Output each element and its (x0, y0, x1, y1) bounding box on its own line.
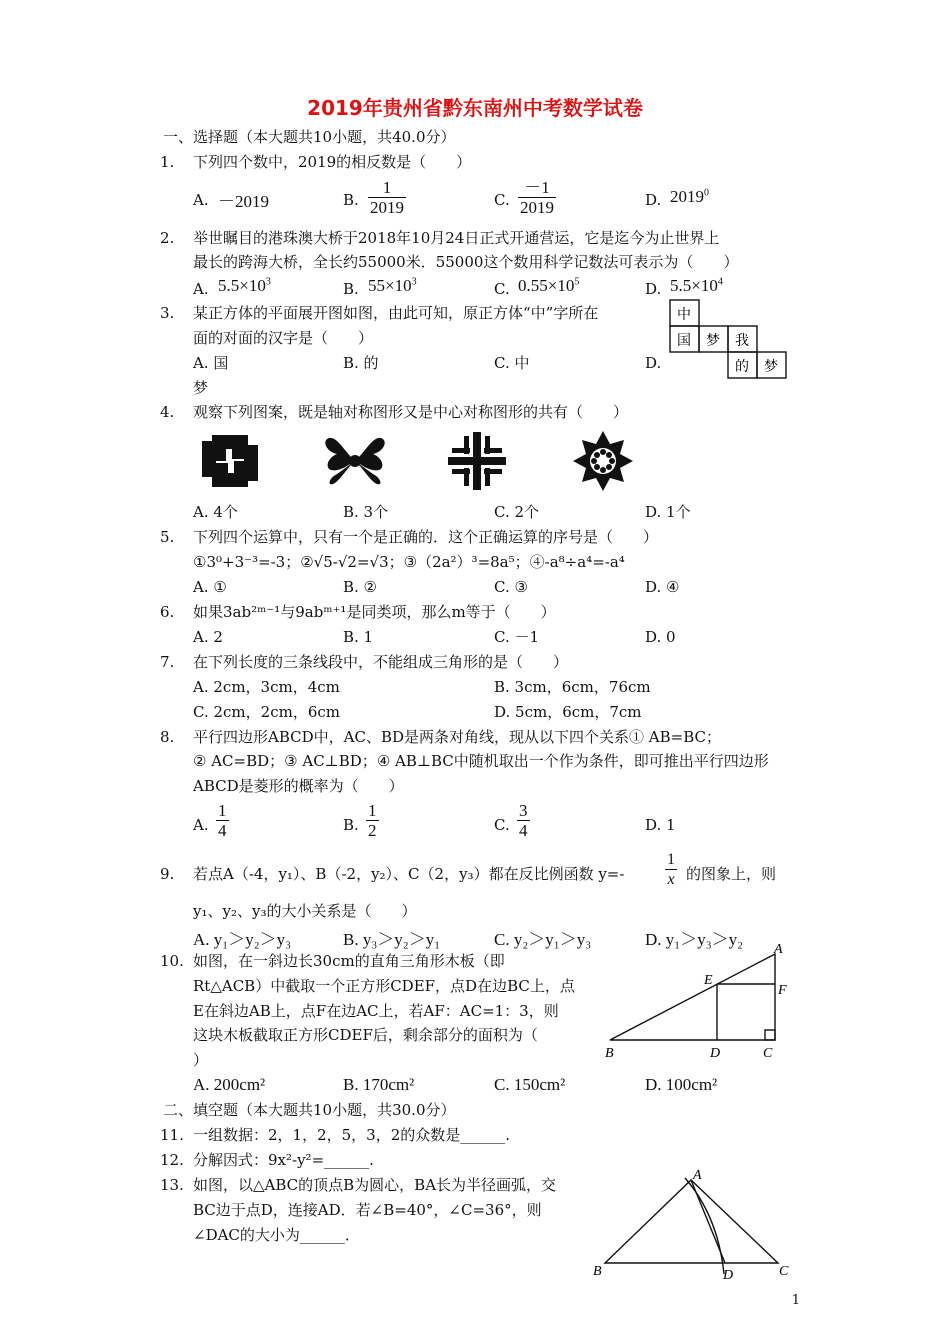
fraction-numerator: 1 (368, 178, 406, 198)
fraction-denominator: 4 (218, 821, 227, 840)
q13-line1: 如图，以△ABC的顶点B为圆心，BA长为半径画弧，交 (193, 1176, 557, 1194)
q6-option-c: C. －1 (494, 628, 540, 646)
q10-line1: 如图，在一斜边长30cm的直角三角形木板（即 (193, 952, 505, 970)
q7-option-d: D. 5cm，6cm，7cm (494, 703, 642, 721)
q8-option-c-fraction (517, 801, 530, 840)
q4-option-b: B. 3个 (343, 503, 389, 521)
net-cell-meng-1: 梦 (706, 333, 720, 349)
pattern-1-pinwheel-square (200, 433, 260, 489)
q8-option-b-fraction (366, 801, 379, 840)
q8-line3: ABCD是菱形的概率为（ ） (193, 777, 404, 795)
q2-option-d-label: D. (645, 280, 662, 298)
net-cell-zhong: 中 (677, 307, 691, 323)
q10-option-a: A. 200cm² (193, 1075, 266, 1094)
q4-stem: 观察下列图案，既是轴对称图形又是中心对称图形的共有（ ） (193, 403, 629, 421)
q1-number: 1. (160, 153, 175, 171)
base: 5.5×10 (218, 276, 266, 295)
q5-option-d: D. ④ (645, 578, 680, 596)
q8-line2: ② AC=BD；③ AC⊥BD；④ AB⊥BC中随机取出一个作为条件，即可推出平行四边形 (193, 752, 769, 770)
exponent: 5 (574, 276, 580, 288)
q8-option-b-label: B. (343, 816, 359, 834)
label-a: A (693, 1168, 702, 1183)
exponent: 3 (265, 276, 271, 288)
q2-number: 2. (160, 229, 175, 247)
q1-option-d-value (670, 187, 709, 207)
base: 0.55×10 (518, 276, 575, 295)
q1-option-a-label: A. (193, 191, 209, 209)
q3-option-a: A. 国 (193, 354, 229, 372)
q11-number: 11. (160, 1126, 184, 1144)
fraction-denominator: 2019 (370, 198, 404, 217)
q9-line1-part2: 的图象上，则 (686, 865, 777, 883)
section-heading-fill: 二、填空题（本大题共10小题，共30.0分） (163, 1101, 456, 1119)
net-cell-meng-2: 梦 (764, 359, 778, 375)
label-c: C (763, 1046, 773, 1061)
q9-option-b: B. y₃＞y₂＞y₁ (343, 930, 441, 949)
q13-line3: ∠DAC的大小为______． (193, 1226, 360, 1244)
label-d: D (723, 1268, 734, 1283)
q8-option-c-label: C. (494, 816, 510, 834)
q5-option-a: A. ① (193, 578, 227, 596)
q4-number: 4. (160, 403, 175, 421)
q1-option-a-value: －2019 (218, 192, 269, 211)
q9-option-a: A. y₁＞y₂＞y₃ (193, 930, 292, 949)
q7-option-b: B. 3cm，6cm，76cm (494, 678, 651, 696)
q8-option-d: D. 1 (645, 816, 676, 834)
q3-option-b: B. 的 (343, 354, 379, 372)
pattern-4-star-flower (572, 430, 634, 492)
q10-triangle-figure (600, 942, 796, 1064)
q2-line2: 最长的跨海大桥，全长约55000米．55000这个数用科学记数法可表示为（ ） (193, 253, 739, 271)
q11-stem: 一组数据：2，1，2，5，3，2的众数是______. (193, 1126, 511, 1144)
q4-option-c: C. 2个 (494, 503, 540, 521)
q2-option-a-label: A. (193, 280, 209, 298)
fraction-denominator: x (667, 871, 675, 888)
base: 5.5×10 (670, 276, 718, 295)
fraction-numerator: 1 (368, 801, 377, 820)
q10-option-c: C. 150cm² (494, 1075, 566, 1094)
q1-option-c-fraction (518, 178, 556, 217)
q3-option-c: C. 中 (494, 354, 530, 372)
exponent: 3 (411, 276, 417, 288)
q12-stem: 分解因式：9x²-y²=______. (193, 1151, 374, 1169)
cube-net-figure (668, 298, 790, 386)
q5-items: ①3⁰+3⁻³=-3；②√5-√2=√3；③（2a²）³=8a⁵；④-a⁸÷a⁴=-a⁴ (193, 553, 625, 571)
exponent: 4 (717, 276, 723, 288)
q9-function-fraction (665, 850, 677, 889)
q9-line1-part1: 若点A（-4，y₁）、B（-2，y₂）、C（2，y₃）都在反比例函数 y=- (193, 865, 625, 883)
exponent: 0 (704, 187, 709, 199)
q9-option-c: C. y₂＞y₁＞y₃ (494, 930, 592, 949)
q2-option-d-value (670, 276, 723, 296)
q12-number: 12. (160, 1151, 184, 1169)
q2-option-b-value (368, 276, 417, 296)
q5-option-b: B. ② (343, 578, 378, 596)
q8-option-a-label: A. (193, 816, 209, 834)
q6-option-b: B. 1 (343, 628, 374, 646)
q5-stem: 下列四个运算中，只有一个是正确的．这个正确运算的序号是（ ） (193, 528, 659, 546)
q4-option-a: A. 4个 (193, 503, 238, 521)
q6-number: 6. (160, 603, 175, 621)
label-a: A (774, 942, 783, 957)
fraction-numerator: 1 (218, 801, 227, 820)
q7-option-a: A. 2cm，3cm，4cm (193, 678, 340, 696)
q10-option-d: D. 100cm² (645, 1075, 718, 1094)
q2-line1: 举世瞩目的港珠澳大桥于2018年10月24日正式开通营运，它是迄今为止世界上 (193, 229, 720, 247)
q3-number: 3. (160, 304, 175, 322)
label-b: B (593, 1264, 602, 1279)
q10-line2: Rt△ACB）中截取一个正方形CDEF，点D在边BC上，点 (193, 977, 575, 995)
q5-option-c: C. ③ (494, 578, 528, 596)
q3-option-d-label: D. (645, 354, 662, 372)
fraction-denominator: 2 (368, 821, 377, 840)
net-cell-guo: 国 (677, 333, 691, 349)
pattern-2-knot (323, 432, 387, 490)
fraction-numerator: 3 (519, 801, 528, 820)
q4-option-d: D. 1个 (645, 503, 691, 521)
q2-option-a-value (218, 276, 271, 296)
q6-option-d: D. 0 (645, 628, 676, 646)
q1-stem: 下列四个数中，2019的相反数是（ ） (193, 153, 472, 171)
q1-option-b-fraction (368, 178, 406, 217)
q6-stem: 如果3ab²ᵐ⁻¹与9abᵐ⁺¹是同类项，那么m等于（ ） (193, 603, 556, 621)
pattern-3-cross (446, 430, 508, 492)
net-cell-de: 的 (735, 359, 749, 375)
q8-line1: 平行四边形ABCD中，AC、BD是两条对角线，现从以下四个关系① AB=BC； (193, 728, 721, 746)
q8-option-a-fraction (216, 801, 229, 840)
q9-line2: y₁、y₂、y₃的大小关系是（ ） (193, 902, 417, 920)
base: 2019 (670, 187, 704, 206)
q13-number: 13. (160, 1176, 184, 1194)
q7-number: 7. (160, 653, 175, 671)
fraction-numerator: －1 (518, 178, 556, 198)
q10-line5: ） (193, 1051, 209, 1069)
q7-option-c: C. 2cm，2cm，6cm (193, 703, 340, 721)
page-title: 2019年贵州省黔东南州中考数学试卷 (307, 96, 643, 120)
q2-option-c-value (518, 276, 579, 296)
label-d: D (710, 1046, 721, 1061)
q3-option-d-value: 梦 (193, 379, 209, 397)
q7-stem: 在下列长度的三条线段中，不能组成三角形的是（ ） (193, 653, 569, 671)
q9-option-d: D. y₁＞y₃＞y₂ (645, 930, 744, 949)
q10-number: 10. (160, 952, 184, 970)
q3-line1: 某正方体的平面展开图如图，由此可知，原正方体“中”字所在 (193, 304, 599, 322)
page-number: 1 (791, 1293, 800, 1308)
q10-line4: 这块木板截取正方形CDEF后，剩余部分的面积为（ (193, 1026, 538, 1044)
base: 55×10 (368, 276, 412, 295)
label-c: C (779, 1264, 789, 1279)
q1-option-d-label: D. (645, 191, 662, 209)
section-heading-choice: 一、选择题（本大题共10小题，共40.0分） (163, 128, 456, 146)
label-b: B (605, 1046, 614, 1061)
q3-line2: 面的对面的汉字是（ ） (193, 329, 374, 347)
fraction-denominator: 4 (519, 821, 528, 840)
q13-triangle-figure (590, 1166, 795, 1284)
q1-option-b-label: B. (343, 191, 359, 209)
q10-option-b: B. 170cm² (343, 1075, 415, 1094)
q9-number: 9. (160, 865, 175, 883)
q6-option-a: A. 2 (193, 628, 223, 646)
q2-option-c-label: C. (494, 280, 510, 298)
label-f: F (778, 983, 787, 998)
q1-option-c-label: C. (494, 191, 510, 209)
net-cell-wo: 我 (735, 333, 749, 349)
q10-line3: E在斜边AB上，点F在边AC上，若AF：AC=1：3，则 (193, 1002, 559, 1020)
fraction-denominator: 2019 (520, 198, 554, 217)
q5-number: 5. (160, 528, 175, 546)
q8-number: 8. (160, 728, 175, 746)
q13-line2: BC边于点D，连接AD．若∠B=40°，∠C=36°，则 (193, 1201, 542, 1219)
label-e: E (704, 973, 713, 988)
fraction-numerator: 1 (667, 851, 675, 868)
q2-option-b-label: B. (343, 280, 359, 298)
